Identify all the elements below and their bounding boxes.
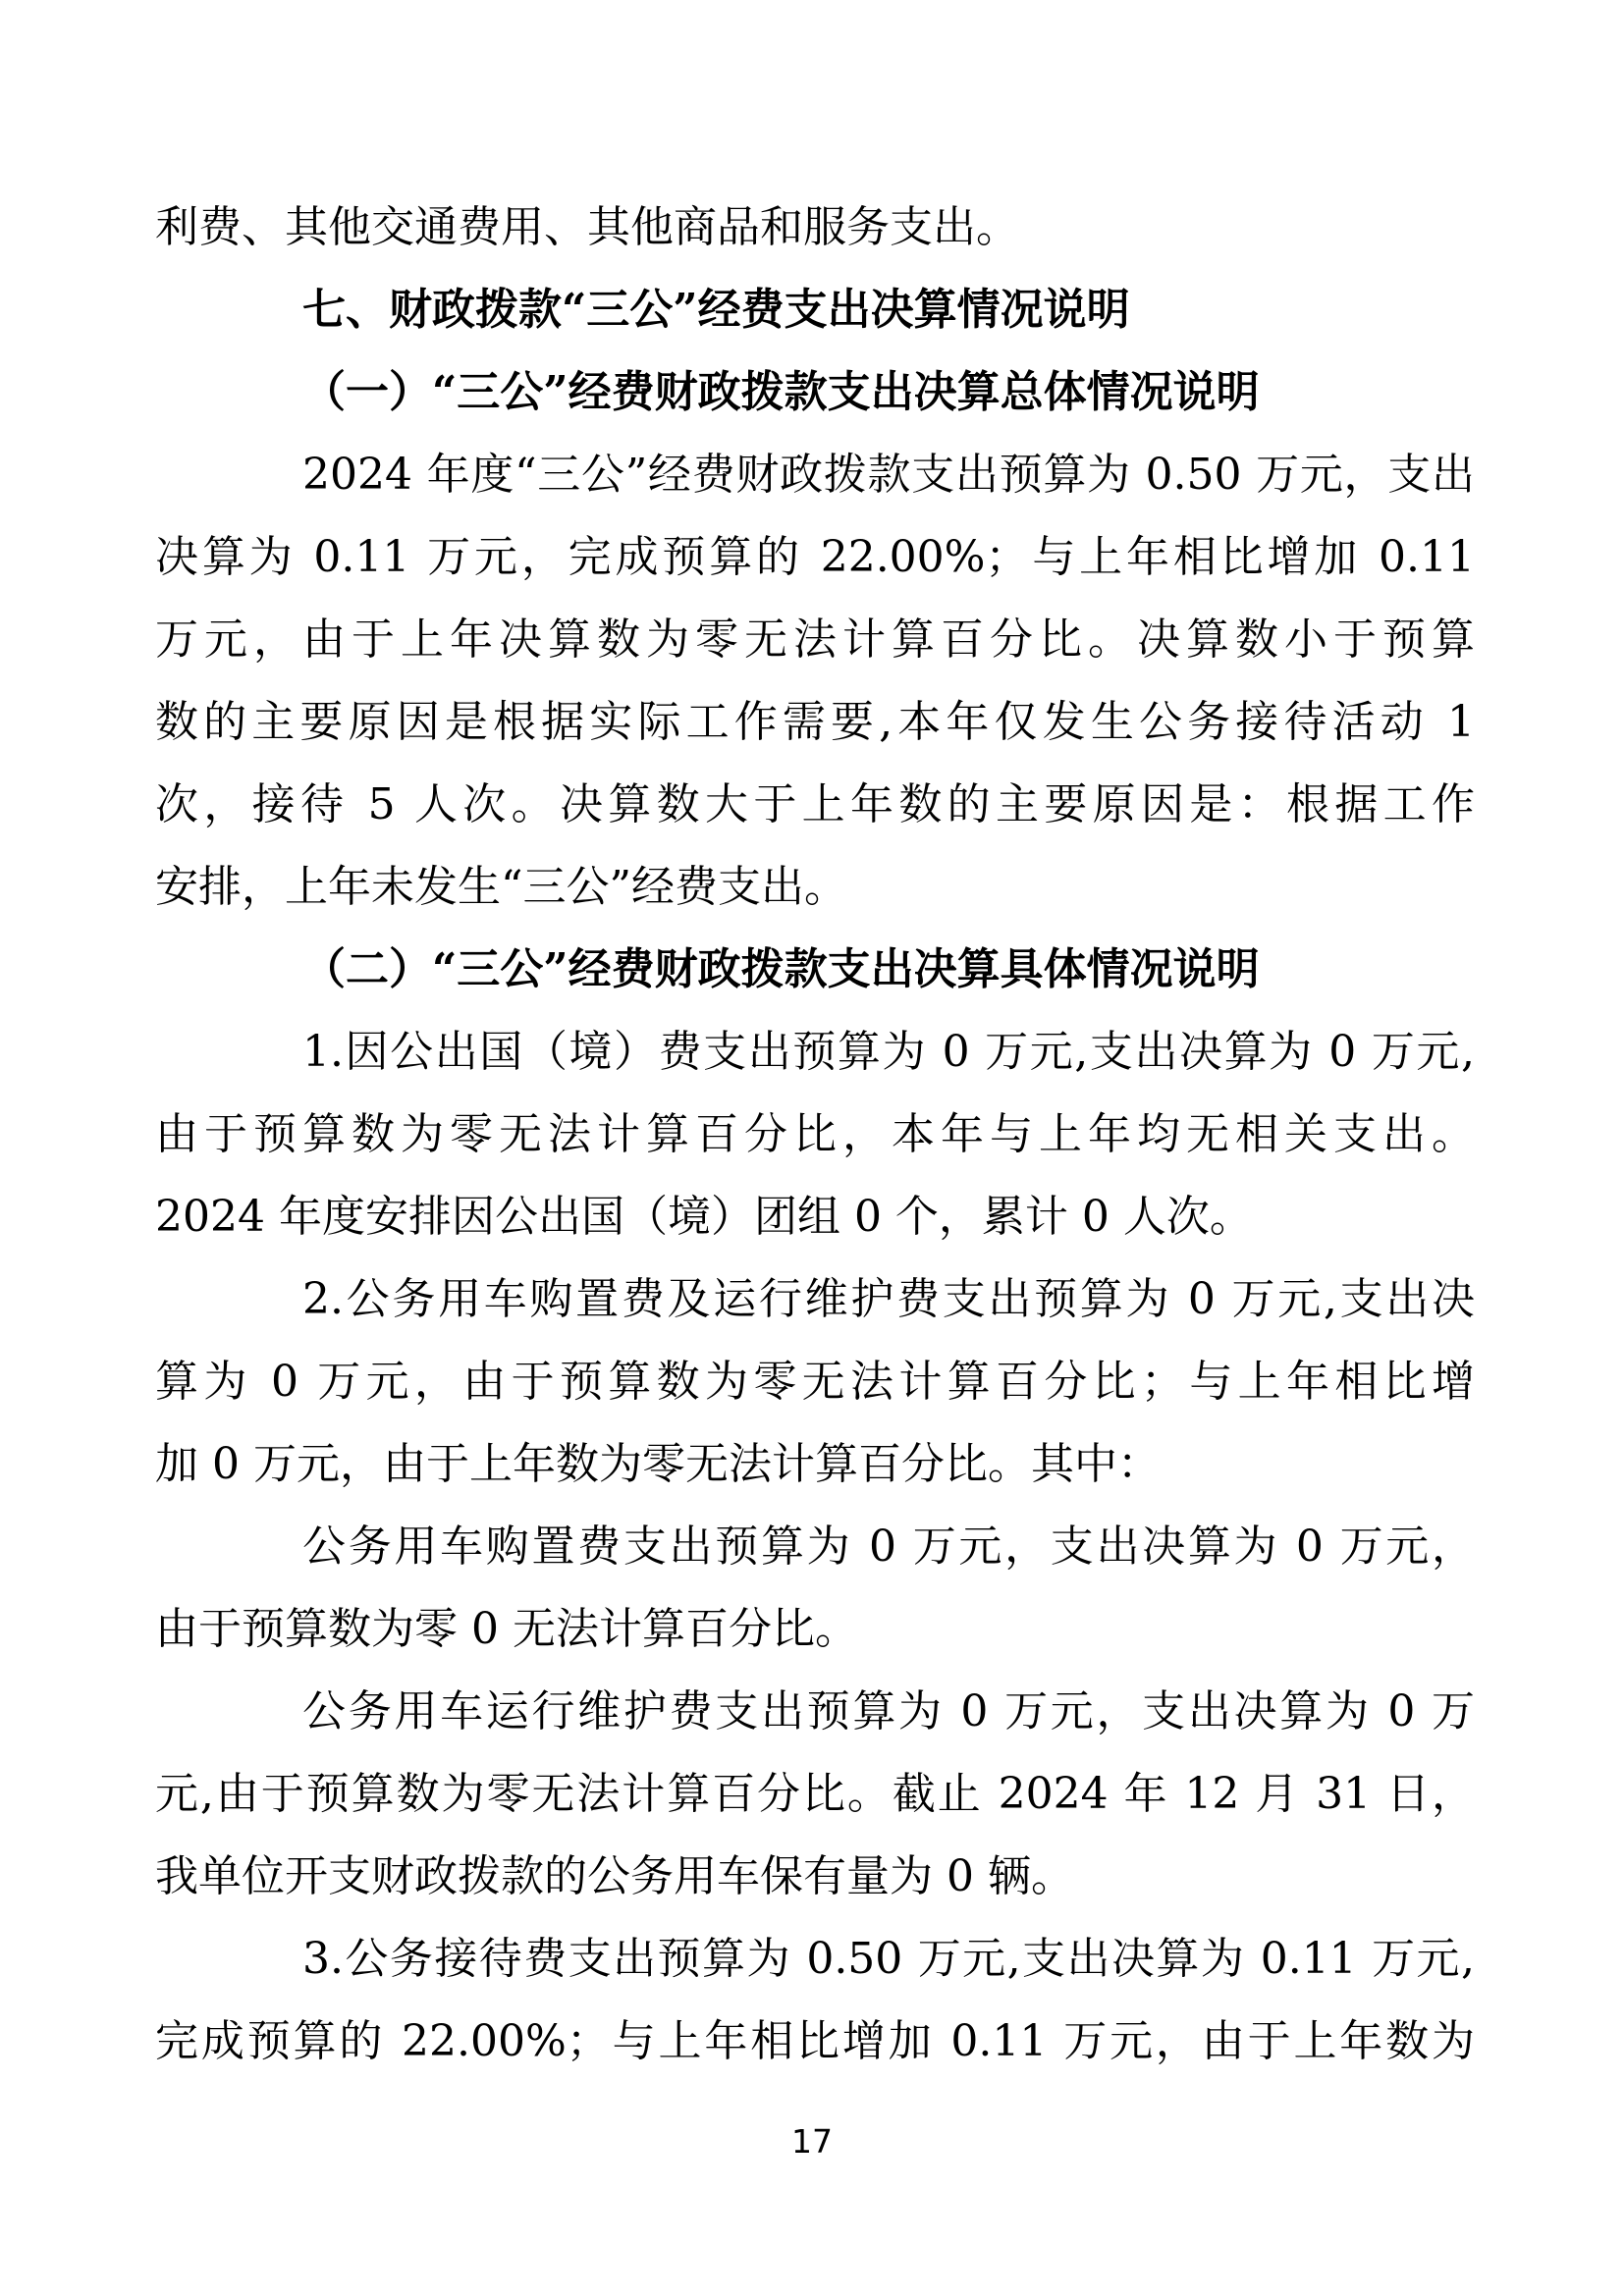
text-line: 由于预算数为零无法计算百分比，本年与上年均无相关支出。 <box>155 1109 1475 1159</box>
text-line: 2.公务用车购置费及运行维护费支出预算为 0 万元,支出决 <box>302 1274 1475 1324</box>
text-line: 我单位开支财政拨款的公务用车保有量为 0 辆。 <box>155 1851 1074 1901</box>
text-line: 七、财政拨款“三公”经费支出决算情况说明 <box>302 285 1130 335</box>
text-line: 公务用车运行维护费支出预算为 0 万元，支出决算为 0 万 <box>302 1686 1475 1736</box>
text-line: 3.公务接待费支出预算为 0.50 万元,支出决算为 0.11 万元, <box>302 1934 1475 1984</box>
text-line: 2024 年度安排因公出国（境）团组 0 个，累计 0 人次。 <box>155 1192 1253 1242</box>
text-line: 数的主要原因是根据实际工作需要,本年仅发生公务接待活动 1 <box>155 697 1475 747</box>
text-line: 公务用车购置费支出预算为 0 万元，支出决算为 0 万元， <box>302 1522 1475 1572</box>
text-line: 1.因公出国（境）费支出预算为 0 万元,支出决算为 0 万元, <box>302 1027 1475 1077</box>
text-line: （二）“三公”经费财政拨款支出决算具体情况说明 <box>302 944 1260 994</box>
text-line: 次，接待 5 人次。决算数大于上年数的主要原因是：根据工作 <box>155 779 1475 829</box>
document-body <box>155 187 1475 2083</box>
text-line: 完成预算的 22.00%；与上年相比增加 0.11 万元，由于上年数为 <box>155 2016 1475 2066</box>
text-line: 由于预算数为零 0 无法计算百分比。 <box>155 1604 858 1654</box>
text-line: 利费、其他交通费用、其他商品和服务支出。 <box>155 202 1019 252</box>
text-line: 安排，上年未发生“三公”经费支出。 <box>155 862 847 912</box>
text-line: 加 0 万元，由于上年数为零无法计算百分比。其中： <box>155 1439 1161 1489</box>
text-line: 元,由于预算数为零无法计算百分比。截止 2024 年 12 月 31 日， <box>155 1769 1475 1819</box>
text-line: 算为 0 万元，由于预算数为零无法计算百分比；与上年相比增 <box>155 1357 1475 1407</box>
page-number: 17 <box>791 2122 833 2161</box>
text-line: 万元，由于上年决算数为零无法计算百分比。决算数小于预算 <box>155 614 1475 665</box>
text-line: 2024 年度“三公”经费财政拨款支出预算为 0.50 万元，支出 <box>302 450 1475 500</box>
text-line: （一）“三公”经费财政拨款支出决算总体情况说明 <box>302 367 1260 417</box>
text-line: 决算为 0.11 万元，完成预算的 22.00%；与上年相比增加 0.11 <box>155 532 1475 582</box>
